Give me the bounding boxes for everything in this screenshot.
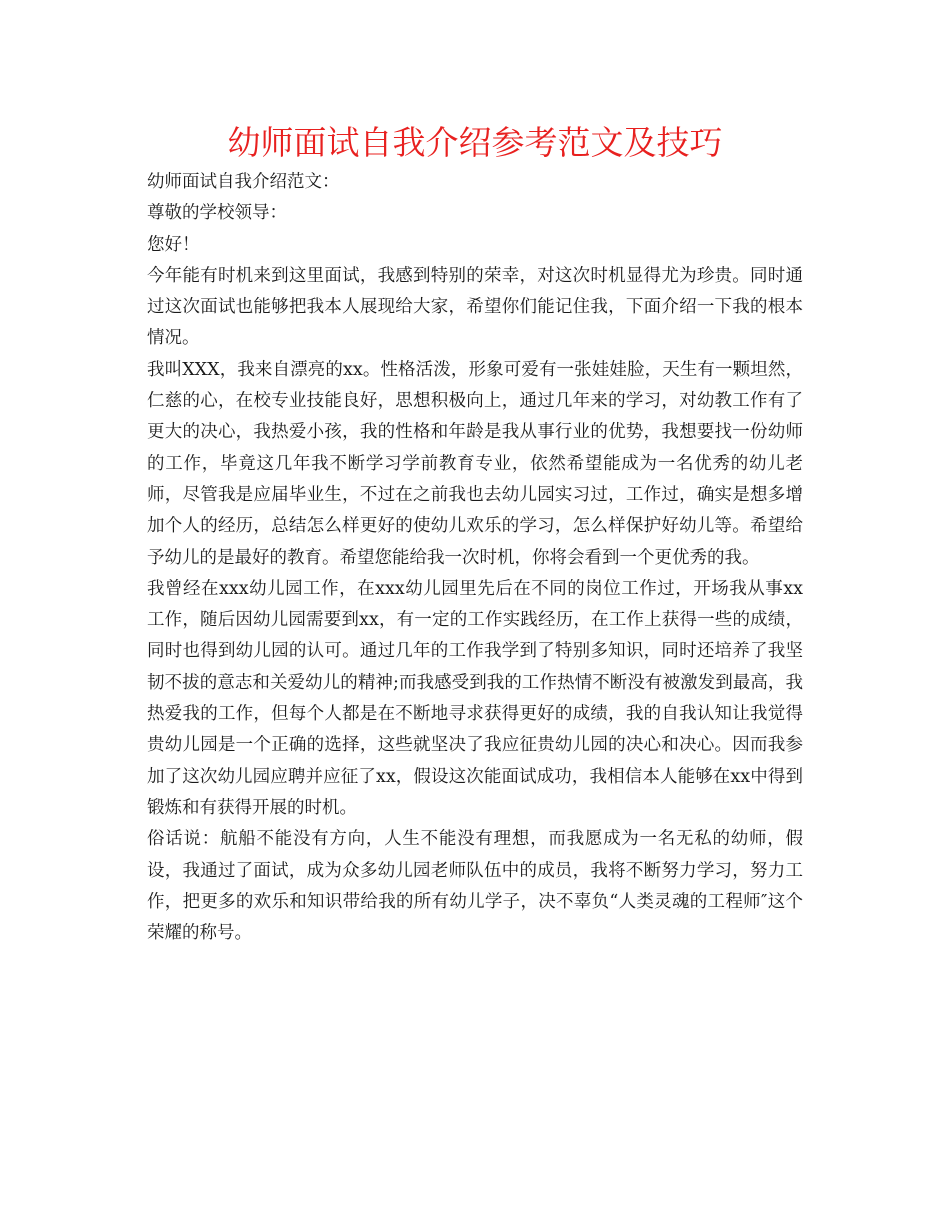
paragraph-work-experience: 我曾经在xxx幼儿园工作，在xxx幼儿园里先后在不同的岗位工作过，开场我从事xx工作，随后因幼儿园需要到xx，有一定的工作实践经历，在工作上获得一些的成绩，同时也得到幼儿园的认可。通过几年的工作我学到了特别多知识，同时还培养了我坚韧不拔的意志和关爱幼儿的精神;而我感受到我的工作热情不断没有被激发到最高，我热爱我的工作，但每个人都是在不断地寻求获得更好的成绩，我的自我认知让我觉得贵幼儿园是一个正确的选择，这些就坚决了我应征贵幼儿园的决心和决心。因而我参加了这次幼儿园应聘并应征了xx，假设这次能面试成功，我相信本人能够在xx中得到锻炼和有获得开展的时机。 (147, 578, 803, 818)
document-title: 幼师面试自我介绍参考范文及技巧 (227, 123, 723, 162)
paragraph-salutation: 尊敬的学校领导： (147, 203, 287, 224)
paragraph-greeting: 您好！ (147, 234, 200, 255)
document-body (147, 167, 803, 949)
paragraph-self-description: 我叫XXX，我来自漂亮的xx。性格活泼，形象可爱有一张娃娃脸，天生有一颗坦然，仁慈的心，在校专业技能良好，思想积极向上，通过几年来的学习，对幼教工作有了更大的决心，我热爱小孩，我的性格和年龄是我从事行业的优势，我想要找一份幼师的工作，毕竟这几年我不断学习学前教育专业，依然希望能成为一名优秀的幼儿老师，尽管我是应届毕业生，不过在之前我也去幼儿园实习过，工作过，确实是想多增加个人的经历，总结怎么样更好的使幼儿欢乐的学习，怎么样保护好幼儿等。希望给予幼儿的是最好的教育。希望您能给我一次时机，你将会看到一个更优秀的我。 (147, 359, 803, 568)
paragraph-intro-heading: 幼师面试自我介绍范文： (147, 172, 340, 192)
paragraph-opening: 今年能有时机来到这里面试，我感到特别的荣幸，对这次时机显得尤为珍贵。同时通过这次面试也能够把我本人展现给大家，希望你们能记住我，下面介绍一下我的根本情况。 (147, 265, 803, 349)
paragraph-closing: 俗话说：航船不能没有方向，人生不能没有理想，而我愿成为一名无私的幼师，假设，我通过了面试，成为众多幼儿园老师队伍中的成员，我将不断努力学习，努力工作，把更多的欢乐和知识带给我的所有幼儿学子，决不辜负“人类灵魂的工程师″这个荣耀的称号。 (147, 829, 803, 944)
